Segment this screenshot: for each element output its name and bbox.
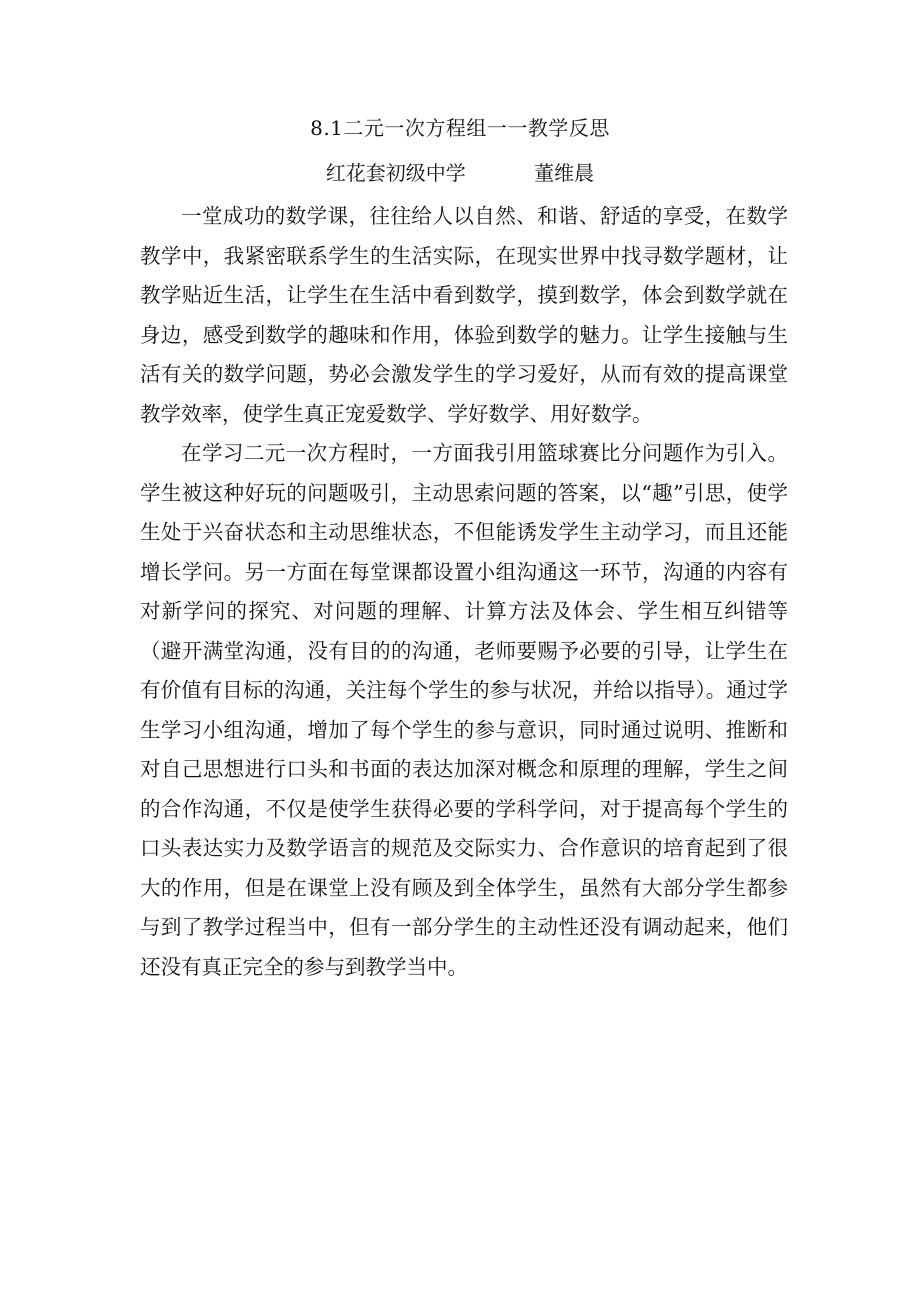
paragraph: 在学习二元一次方程时，一方面我引用篮球赛比分问题作为引入。学生被这种好玩的问题吸引，主动思索问题的答案，以“趣”引思，使学生处于兴奋状态和主动思维状态，不但能诱发学生主动学习，而且还能增长学问。另一方面在每堂课都设置小组沟通这一环节，沟通的内容有对新学问的探究、对问题的理解、计算方法及体会、学生相互纠错等（避开满堂沟通，没有目的的沟通，老师要赐予必要的引导，让学生在有价值有目标的沟通，关注每个学生的参与状况，并给以指导）。通过学生学习小组沟通，增加了每个学生的参与意识，同时通过说明、推断和对自己思想进行口头和书面的表达加深对概念和原理的理解，学生之间的合作沟通，不仅是使学生获得必要的学科学问，对于提高每个学生的口头表达实力及数学语言的规范及交际实力、合作意识的培育起到了很大的作用，但是在课堂上没有顾及到全体学生，虽然有大部分学生都参与到了教学过程当中，但有一部分学生的主动性还没有调动起来，他们还没有真正完全的参与到教学当中。 [140, 441, 788, 979]
document-title: 8.1二元一次方程组一一教学反思 [310, 116, 610, 140]
author-name: 董维晨 [534, 161, 595, 185]
document-body [140, 197, 788, 987]
school-name: 红花套初级中学 [325, 161, 466, 185]
byline [0, 160, 920, 186]
paragraph: 一堂成功的数学课，往往给人以自然、和谐、舒适的享受，在数学教学中，我紧密联系学生的生活实际，在现实世界中找寻数学题材，让教学贴近生活，让学生在生活中看到数学，摸到数学，体会到数学就在身边，感受到数学的趣味和作用，体验到数学的魅力。让学生接触与生活有关的数学问题，势必会激发学生的学习爱好，从而有效的提高课堂教学效率，使学生真正宠爱数学、学好数学、用好数学。 [140, 204, 788, 426]
